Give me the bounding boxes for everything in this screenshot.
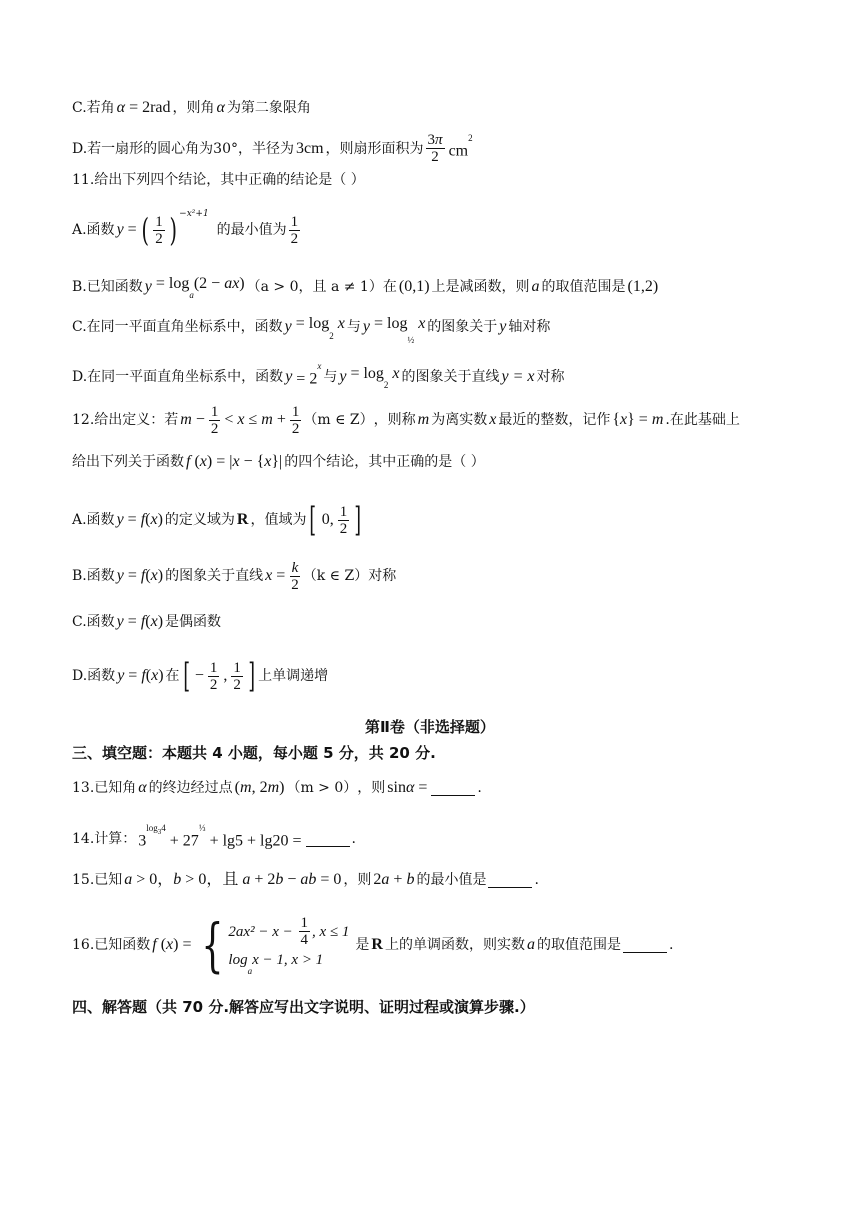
option-11c: C.在同一平面直角坐标系中，函数 y = $\log_2 x$ 与 y = $\log_{\frac{1}{2}} x$ 的图象关于 y 轴对称 — [72, 315, 551, 345]
question-12-stem: 12.给出定义：若 m − $\frac{1}{2}$ < x ≤ m + $\frac{1}{2}$ （m ∈ Z） ，则称 m 为离实数 x 最近的整数，记作 {x} = m .在此基础上 — [72, 403, 740, 437]
answer-blank-14[interactable] — [306, 832, 350, 847]
answer-blank-13[interactable] — [431, 781, 475, 796]
option-11a: A.函数 y = ( $\frac{1}{2}$ ) $^{-x^2+1}$ 的最小值为 $\frac{1}{2}$ — [72, 209, 299, 249]
question-12-stem-line2: 给出下列关于函数 f (x) = |x − {x}| 的四个结论，其中正确的是（ ） — [72, 453, 485, 470]
option-11d: D.在同一平面直角坐标系中，函数 y = $2^x$ 与 y = $\log_2 x$ 的图象关于直线 y = x 对称 — [72, 361, 565, 391]
answer-blank-16[interactable] — [623, 938, 667, 953]
option-11b: B.已知函数 y = $\log_a(2 - ax)$ （a > 0，且 a ≠ 1） 在 (0,1) 上是减函数，则 a 的取值范围是 (1,2) — [72, 275, 659, 301]
question-11-stem: 11.给出下列四个结论，其中正确的结论是（ ） — [72, 172, 365, 188]
answer-blank-15[interactable] — [488, 873, 532, 888]
option-12d: D.函数 y = f(x) 在 [ − $\frac{1}{2}$ , $\frac{1}{2}$ ] 上单调递增 — [72, 656, 329, 696]
option-10c: C.若角 α = 2rad ，则角 α 为第二象限角 — [72, 99, 311, 116]
option-12a: A.函数 y = f(x) 的定义域为 R ，值域为 [ 0, $\frac{1}{2}$ ] — [72, 500, 362, 540]
section-4-title: 四、解答题（共 70 分.解答应写出文字说明、证明过程或演算步骤.） — [72, 998, 535, 1016]
question-13: 13.已知角 α 的终边经过点 (m, 2m) （m > 0） ，则 sinα = . — [72, 779, 482, 796]
question-15: 15.已知 a > 0，b > 0，且 a + 2b − ab = 0 ，则 2a + b 的最小值是 . — [72, 871, 539, 888]
option-10d: D.若一扇形的圆心角为30°，半径为 3cm ，则扇形面积为 $\frac{3\pi}{2}$ $cm^2$ — [72, 132, 473, 165]
question-14: 14.计算： $3^{log_34} + 27^{\frac{1}{3}} + \lg 5 + \lg 20$ = . — [72, 823, 356, 850]
section-3-title: 三、填空题：本题共 4 小题，每小题 5 分，共 20 分. — [72, 744, 436, 762]
option-12c: C.函数 y = f(x) 是偶函数 — [72, 613, 222, 630]
option-12b: B.函数 y = f(x) 的图象关于直线 x = $\frac{k}{2}$ （k ∈ Z） 对称 — [72, 559, 397, 593]
question-16: 16.已知函数 f (x) = { 2 ax ² − x − $\frac{1}{4}$ , x ≤ 1 $\log_ax - 1$, x > 1 是 R 上的单调函数，则实数 a 的取值范围是 . — [72, 911, 674, 979]
volume-2-title: 第Ⅱ卷（非选择题） — [365, 718, 495, 736]
